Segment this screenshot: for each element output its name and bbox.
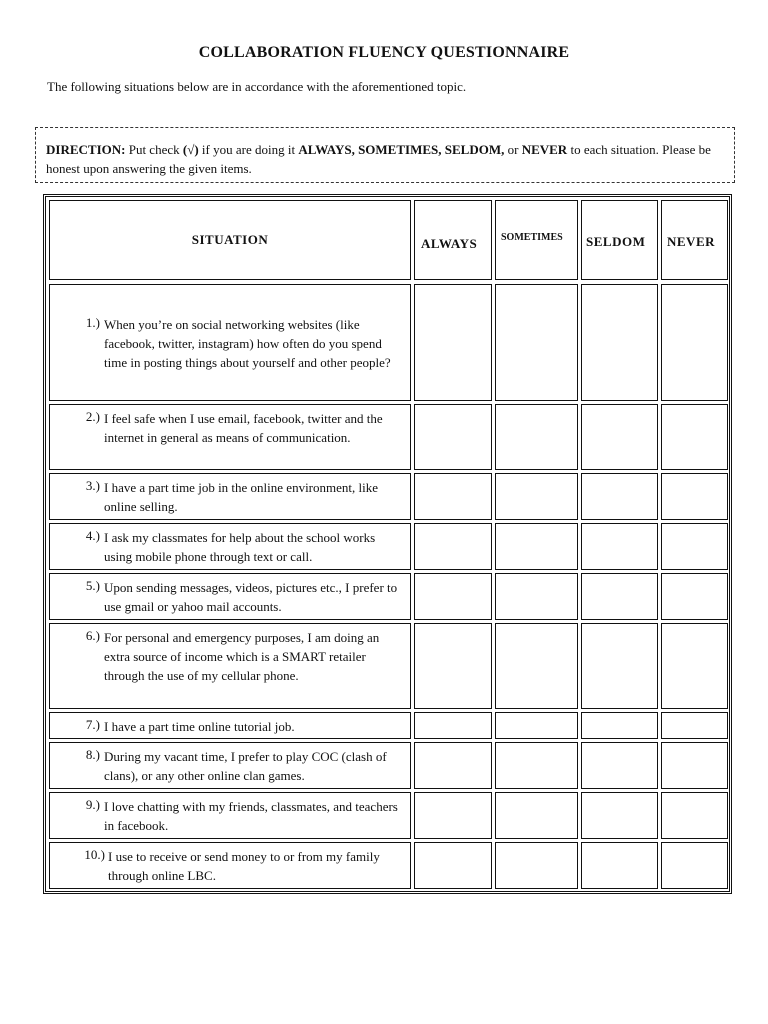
checkbox-cell-always[interactable] (414, 284, 492, 401)
checkbox-cell-never[interactable] (661, 742, 728, 789)
item-text: I use to receive or send money to or from my family through online LBC. (108, 849, 380, 883)
checkbox-cell-always[interactable] (414, 623, 492, 709)
checkbox-cell-seldom[interactable] (581, 284, 658, 401)
checkbox-cell-sometimes[interactable] (495, 712, 578, 739)
header-never (661, 200, 728, 280)
item-number: 7.) (85, 717, 100, 732)
item-number: 2.) (85, 409, 100, 424)
checkbox-cell-always[interactable] (414, 473, 492, 520)
checkbox-cell-never[interactable] (661, 792, 728, 839)
checkbox-cell-never[interactable] (661, 712, 728, 739)
header-seldom-label: SELDOM (586, 234, 646, 249)
checkbox-cell-always[interactable] (414, 523, 492, 570)
direction-text-2: if you are doing it (198, 142, 299, 157)
checkbox-cell-always[interactable] (414, 404, 492, 470)
checkbox-cell-sometimes[interactable] (495, 623, 578, 709)
header-sometimes (495, 200, 578, 280)
table-row-situation (49, 623, 411, 709)
header-always (414, 200, 492, 280)
header-seldom (581, 200, 658, 280)
table-row-situation (49, 792, 411, 839)
item-text: I have a part time online tutorial job. (104, 719, 295, 734)
checkbox-cell-seldom[interactable] (581, 792, 658, 839)
intro-text: The following situations below are in accordance with the aforementioned topic. (47, 79, 467, 94)
item-text: When you’re on social networking websites (like facebook, twitter, instagram) how often do you spend time in posting things about yourself and other people? (104, 317, 391, 370)
item-number: 4.) (85, 528, 100, 543)
checkbox-cell-always[interactable] (414, 573, 492, 620)
checkbox-cell-never[interactable] (661, 573, 728, 620)
table-row-situation (49, 404, 411, 470)
checkbox-cell-sometimes[interactable] (495, 284, 578, 401)
item-text: I feel safe when I use email, facebook, twitter and the internet in general as means of communication. (104, 411, 383, 445)
item-text: For personal and emergency purposes, I am doing an extra source of income which is a SMART retailer through the use of my cellular phone. (104, 630, 380, 683)
header-sometimes-label: SOMETIMES (501, 232, 563, 243)
direction-box (35, 127, 735, 183)
header-situation (49, 200, 411, 280)
table-row-situation (49, 712, 411, 739)
item-number: 6.) (85, 628, 100, 643)
item-number: 10.) (84, 847, 105, 862)
table-row-situation (49, 842, 411, 889)
checkbox-cell-never[interactable] (661, 523, 728, 570)
table-row-situation (49, 523, 411, 570)
table-row-situation (49, 573, 411, 620)
header-always-label: ALWAYS (421, 236, 478, 251)
table-row-situation (49, 473, 411, 520)
item-text: Upon sending messages, videos, pictures etc., I prefer to use gmail or yahoo mail accounts. (104, 580, 398, 614)
direction-text-4: to each situation. Please be honest upon answering the given items. (46, 142, 711, 176)
item-number: 5.) (85, 578, 100, 593)
direction-text-1: Put check (125, 142, 183, 157)
header-never-label: NEVER (667, 234, 716, 249)
direction-never: NEVER (521, 142, 568, 157)
checkbox-cell-sometimes[interactable] (495, 573, 578, 620)
checkbox-cell-sometimes[interactable] (495, 742, 578, 789)
table-row-situation (49, 742, 411, 789)
checkbox-cell-seldom[interactable] (581, 712, 658, 739)
checkbox-cell-never[interactable] (661, 284, 728, 401)
checkbox-cell-sometimes[interactable] (495, 473, 578, 520)
checkbox-cell-sometimes[interactable] (495, 842, 578, 889)
item-number: 8.) (85, 747, 100, 762)
header-situation-label: SITUATION (191, 232, 269, 247)
direction-choices: ALWAYS, SOMETIMES, SELDOM, (298, 142, 505, 157)
checkbox-cell-seldom[interactable] (581, 404, 658, 470)
checkbox-cell-always[interactable] (414, 792, 492, 839)
item-text: During my vacant time, I prefer to play COC (clash of clans), or any other online clan games. (104, 749, 387, 783)
direction-text-3: or (504, 142, 522, 157)
table-row-situation (49, 284, 411, 401)
checkbox-cell-seldom[interactable] (581, 573, 658, 620)
checkbox-cell-never[interactable] (661, 842, 728, 889)
item-text: I love chatting with my friends, classmates, and teachers in facebook. (104, 799, 398, 833)
item-number: 1.) (85, 315, 100, 330)
check-mark-symbol: (√) (182, 142, 199, 157)
checkbox-cell-seldom[interactable] (581, 523, 658, 570)
checkbox-cell-sometimes[interactable] (495, 792, 578, 839)
checkbox-cell-never[interactable] (661, 404, 728, 470)
item-number: 3.) (85, 478, 100, 493)
checkbox-cell-always[interactable] (414, 742, 492, 789)
checkbox-cell-never[interactable] (661, 623, 728, 709)
checkbox-cell-always[interactable] (414, 712, 492, 739)
checkbox-cell-sometimes[interactable] (495, 523, 578, 570)
item-text: I have a part time job in the online environment, like online selling. (104, 480, 379, 514)
checkbox-cell-sometimes[interactable] (495, 404, 578, 470)
checkbox-cell-seldom[interactable] (581, 742, 658, 789)
checkbox-cell-seldom[interactable] (581, 623, 658, 709)
questionnaire-table (43, 194, 732, 894)
page-title: COLLABORATION FLUENCY QUESTIONNAIRE (198, 44, 570, 61)
direction-label: DIRECTION: (46, 142, 126, 157)
checkbox-cell-seldom[interactable] (581, 473, 658, 520)
item-number: 9.) (85, 797, 100, 812)
checkbox-cell-never[interactable] (661, 473, 728, 520)
checkbox-cell-seldom[interactable] (581, 842, 658, 889)
item-text: I ask my classmates for help about the school works using mobile phone through text or call. (104, 530, 376, 564)
checkbox-cell-always[interactable] (414, 842, 492, 889)
